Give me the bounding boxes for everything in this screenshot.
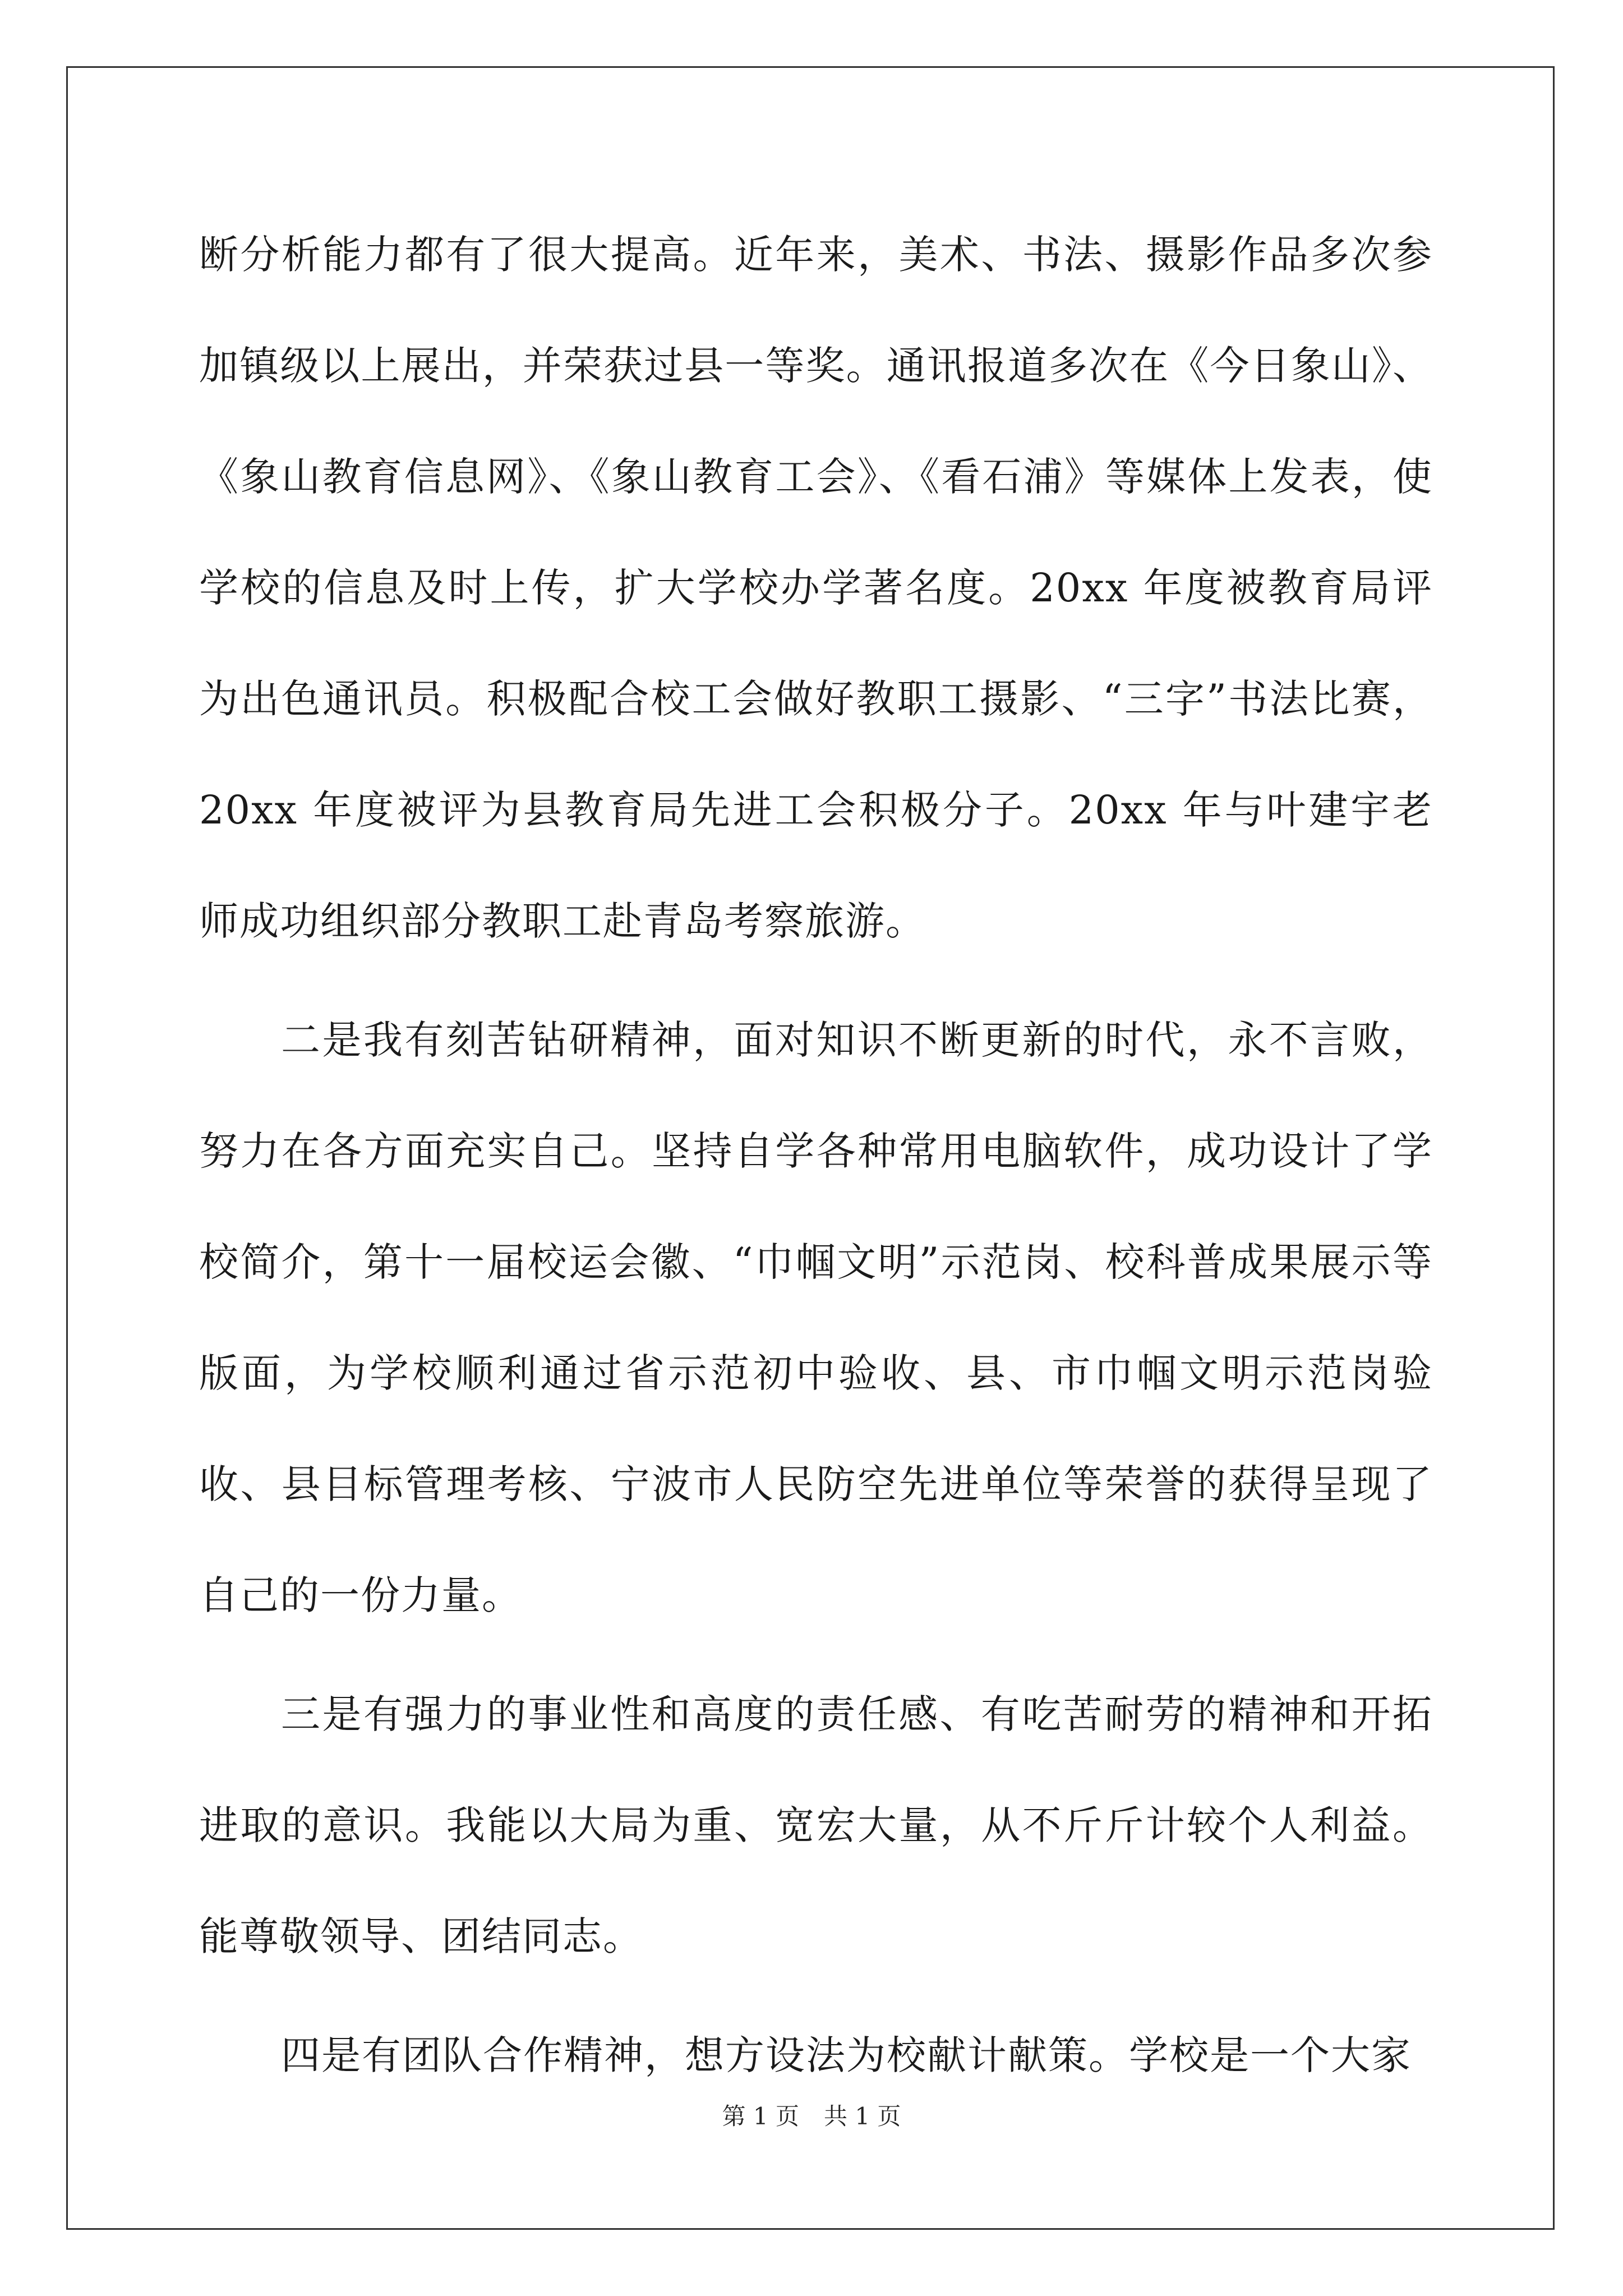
document-body — [199, 199, 1433, 2111]
paragraph-1: 断分析能力都有了很大提高。近年来，美术、书法、摄影作品多次参加镇级以上展出，并荣获过县一等奖。通讯报道多次在《今日象山》、《象山教育信息网》、《象山教育工会》、《看石浦》等媒体上发表，使学校的信息及时上传，扩大学校办学著名度。20xx 年度被教育局评为出色通讯员。积极配合校工会做好教职工摄影、“三字”书法比赛，20xx 年度被评为县教育局先进工会积极分子。20xx 年与叶建宇老师成功组织部分教职工赴青岛考察旅游。 — [199, 232, 1433, 944]
paragraph-3: 三是有强力的事业性和高度的责任感、有吃苦耐劳的精神和开拓进取的意识。我能以大局为重、宽宏大量，从不斤斤计较个人利益。能尊敬领导、团结同志。 — [199, 1691, 1433, 1959]
page-total: 共 1 页 — [824, 2102, 901, 2130]
paragraph-2: 二是我有刻苦钻研精神，面对知识不断更新的时代，永不言败，努力在各方面充实自己。坚持自学各种常用电脑软件，成功设计了学校简介，第十一届校运会徽、“巾帼文明”示范岗、校科普成果展示等版面，为学校顺利通过省示范初中验收、县、市巾帼文明示范岗验收、县目标管理考核、宁波市人民防空先进单位等荣誉的获得呈现了自己的一份力量。 — [199, 1017, 1433, 1618]
page-number: 第 1 页 — [722, 2102, 799, 2130]
paragraph-4: 四是有团队合作精神，想方设法为校献计献策。学校是一个大家 — [281, 2032, 1412, 2078]
page-footer — [0, 2098, 1623, 2132]
